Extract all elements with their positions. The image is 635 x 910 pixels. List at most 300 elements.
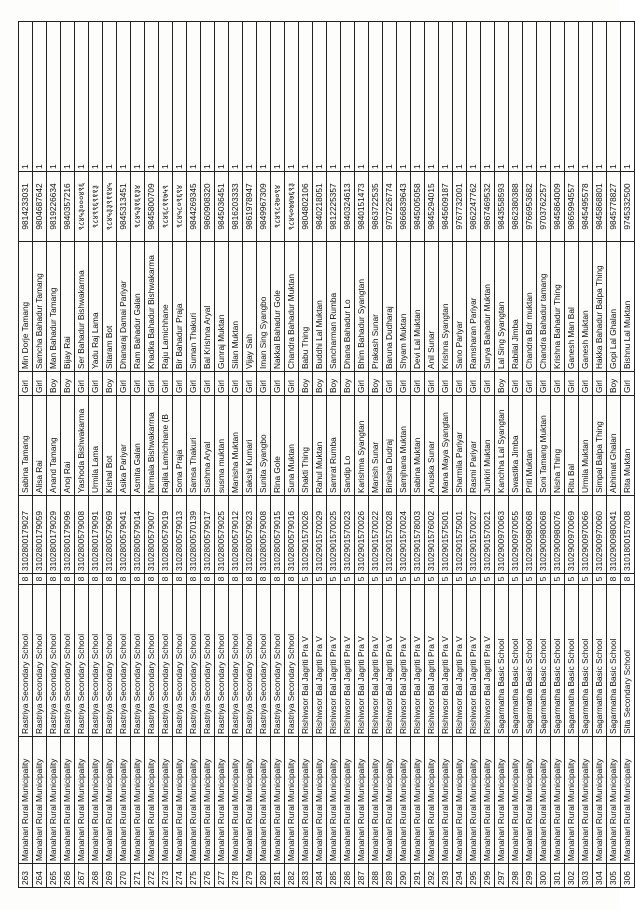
cell-gender: Boy — [299, 372, 313, 396]
cell-grade: 5 — [397, 574, 411, 585]
cell-count: 1 — [117, 22, 131, 172]
cell-sn: 306 — [621, 864, 635, 888]
cell-reg-no: 3102800579008 — [75, 496, 89, 574]
cell-phone: 9804802106 — [299, 172, 313, 242]
cell-reg-no: 3102800179059 — [33, 496, 47, 574]
cell-reg-no: 3102900970060 — [593, 496, 607, 574]
cell-reg-no: 3102800579014 — [131, 496, 145, 574]
cell-municipality: Manahari Rural Municipality — [551, 737, 565, 864]
cell-grade: 5 — [355, 574, 369, 585]
cell-student: Sabina Muktan — [411, 396, 425, 496]
cell-parent: Dhana Bahadur Lo — [341, 242, 355, 372]
table-row — [61, 22, 75, 888]
cell-municipality: Manahari Rural Municipality — [565, 737, 579, 864]
cell-municipality: Manahari Rural Municipality — [495, 737, 509, 864]
cell-reg-no: 3102901576002 — [425, 496, 439, 574]
cell-phone: ९८४५८०९६९४ — [173, 172, 187, 242]
table-row — [593, 22, 607, 888]
cell-sn: 299 — [523, 864, 537, 888]
cell-gender: Girl — [229, 372, 243, 396]
cell-municipality: Manahari Rural Municipality — [271, 737, 285, 864]
cell-count: 1 — [47, 22, 61, 172]
cell-phone: 9819226634 — [47, 172, 61, 242]
cell-school: Rishiwsor Bal Jagriti Pra V — [299, 585, 313, 737]
cell-grade: 5 — [467, 574, 481, 585]
cell-sn: 297 — [495, 864, 509, 888]
table-row — [439, 22, 453, 888]
cell-student: Rina Gole — [271, 396, 285, 496]
cell-reg-no: 3102900970066 — [579, 496, 593, 574]
cell-grade: 5 — [411, 574, 425, 585]
cell-parent: Vijay Sah — [243, 242, 257, 372]
cell-gender: Girl — [75, 372, 89, 396]
cell-parent: Anil Sunar — [425, 242, 439, 372]
cell-count: 1 — [173, 22, 187, 172]
cell-school: Rastriya Secondary School — [229, 585, 243, 737]
table-row — [495, 22, 509, 888]
cell-sn: 294 — [453, 864, 467, 888]
cell-parent: Suman Thakuri — [187, 242, 201, 372]
cell-phone: ९८४५०७४७६९३ — [285, 172, 299, 242]
cell-count: 1 — [453, 22, 467, 172]
cell-sn: 291 — [411, 864, 425, 888]
cell-parent: Rabilal Jimba — [509, 242, 523, 372]
cell-count: 1 — [229, 22, 243, 172]
table-row — [299, 22, 313, 888]
cell-reg-no: 3102901570025 — [327, 496, 341, 574]
cell-parent: Samcha Bahadur Tamang — [33, 242, 47, 372]
cell-phone: 9865994557 — [565, 172, 579, 242]
cell-school: Rastriya Secondary School — [47, 585, 61, 737]
cell-parent: Devi Lal Muktan — [411, 242, 425, 372]
cell-phone: 9816203333 — [229, 172, 243, 242]
cell-gender: Boy — [327, 372, 341, 396]
cell-student: Anoj Rai — [61, 396, 75, 496]
cell-student: Ritu Bal — [565, 396, 579, 496]
table-row — [89, 22, 103, 888]
cell-reg-no: 3102900970063 — [495, 496, 509, 574]
cell-gender: Girl — [285, 372, 299, 396]
cell-phone: 9861978947 — [243, 172, 257, 242]
cell-student: Soma Praja — [173, 396, 187, 496]
cell-sn: 268 — [89, 864, 103, 888]
cell-count: 1 — [425, 22, 439, 172]
cell-phone: 9866839643 — [397, 172, 411, 242]
cell-municipality: Manahari Rural Municipality — [201, 737, 215, 864]
cell-grade: 5 — [299, 574, 313, 585]
cell-gender: Girl — [523, 372, 537, 396]
cell-parent: Yadu Raj Lama — [89, 242, 103, 372]
cell-school: Rastriya Secondary School — [131, 585, 145, 737]
table-row — [47, 22, 61, 888]
cell-parent: Silan Muktan — [229, 242, 243, 372]
cell-municipality: Manahari Rural Municipality — [299, 737, 313, 864]
cell-sn: 271 — [131, 864, 145, 888]
cell-parent: Nakkal Bahadur Gole — [271, 242, 285, 372]
cell-reg-no: 3102900970069 — [565, 496, 579, 574]
cell-count: 1 — [33, 22, 47, 172]
cell-gender: Boy — [61, 372, 75, 396]
cell-count: 1 — [145, 22, 159, 172]
cell-school: Rishiwsor Bal Jagriti Pra V — [327, 585, 341, 737]
cell-phone: 9707226774 — [383, 172, 397, 242]
cell-phone: 9840218051 — [313, 172, 327, 242]
cell-reg-no: 3102901570027 — [467, 496, 481, 574]
cell-grade: 5 — [509, 574, 523, 585]
cell-school: Rishiwsor Bal Jagriti Pra V — [397, 585, 411, 737]
table-row — [229, 22, 243, 888]
cell-school: Rishiwsor Bal Jagriti Pra V — [383, 585, 397, 737]
cell-parent: Bishnu Lal Muktan — [621, 242, 635, 372]
cell-school: Sagarmatha Basic School — [565, 585, 579, 737]
cell-parent: Ser Bahadur Bishwakarma — [75, 242, 89, 372]
cell-student: Samrat Rumba — [327, 396, 341, 496]
cell-school: Rishiwsor Bal Jagriti Pra V — [341, 585, 355, 737]
cell-grade: 5 — [481, 574, 495, 585]
cell-parent: Ram Bahadur Galan — [131, 242, 145, 372]
cell-parent: Babu Thing — [299, 242, 313, 372]
cell-phone: 9845864009 — [551, 172, 565, 242]
cell-sn: 292 — [425, 864, 439, 888]
cell-parent: Dhanaraj Damai Pariyar — [117, 242, 131, 372]
cell-gender: Girl — [621, 372, 635, 396]
cell-gender: Girl — [131, 372, 145, 396]
cell-gender: Girl — [509, 372, 523, 396]
cell-school: Rastriya Secondary School — [271, 585, 285, 737]
cell-gender: Girl — [383, 372, 397, 396]
cell-parent: Buddhi Lal Muktan — [313, 242, 327, 372]
cell-student: Sabina Tamang — [19, 396, 33, 496]
cell-school: Sagarmatha Basic School — [537, 585, 551, 737]
cell-phone: 9845868801 — [593, 172, 607, 242]
cell-grade: 5 — [383, 574, 397, 585]
table-row — [201, 22, 215, 888]
cell-grade: 5 — [565, 574, 579, 585]
cell-school: Rishiwsor Bal Jagriti Pra V — [425, 585, 439, 737]
cell-student: Priti Muktan — [523, 396, 537, 496]
table-row — [327, 22, 341, 888]
cell-gender: Girl — [579, 372, 593, 396]
cell-sn: 275 — [187, 864, 201, 888]
cell-gender: Boy — [103, 372, 117, 396]
cell-gender: Girl — [411, 372, 425, 396]
cell-student: Anuska Sunar — [425, 396, 439, 496]
cell-municipality: Manahari Rural Municipality — [285, 737, 299, 864]
rotated-table-wrapper — [18, 22, 633, 888]
cell-grade: 5 — [425, 574, 439, 585]
cell-count: 1 — [523, 22, 537, 172]
cell-student: Sakshi Kumari — [243, 396, 257, 496]
cell-sn: 263 — [19, 864, 33, 888]
cell-count: 1 — [383, 22, 397, 172]
cell-count: 1 — [327, 22, 341, 172]
cell-student: Nirmala Bishwakarma — [145, 396, 159, 496]
cell-municipality: Manahari Rural Municipality — [19, 737, 33, 864]
cell-parent: Baruna Dudharaj — [383, 242, 397, 372]
cell-parent: Iman Sing Syangbo — [257, 242, 271, 372]
cell-phone: ९८४५३३९११४५ — [103, 172, 117, 242]
cell-municipality: Manahari Rural Municipality — [537, 737, 551, 864]
cell-municipality: Manahari Rural Municipality — [621, 737, 635, 864]
cell-phone: 9845036451 — [215, 172, 229, 242]
cell-municipality: Manahari Rural Municipality — [411, 737, 425, 864]
cell-sn: 295 — [467, 864, 481, 888]
cell-count: 1 — [215, 22, 229, 172]
cell-gender: Girl — [593, 372, 607, 396]
cell-sn: 288 — [369, 864, 383, 888]
cell-gender: Girl — [537, 372, 551, 396]
table-row — [481, 22, 495, 888]
cell-student: Swastika Jimba — [509, 396, 523, 496]
cell-grade: 8 — [607, 574, 621, 585]
cell-sn: 296 — [481, 864, 495, 888]
cell-grade: 8 — [229, 574, 243, 585]
cell-parent: Bhim Bahadur Syangtan — [355, 242, 369, 372]
table-row — [369, 22, 383, 888]
cell-parent: Man Bahadur Tamang — [47, 242, 61, 372]
cell-school: Sagarmatha Basic School — [495, 585, 509, 737]
cell-municipality: Manahari Rural Municipality — [145, 737, 159, 864]
cell-reg-no: 3102800579069 — [103, 496, 117, 574]
cell-municipality: Manahari Rural Municipality — [61, 737, 75, 864]
cell-count: 1 — [551, 22, 565, 172]
table-row — [33, 22, 47, 888]
cell-phone: ९८४६८११७५९ — [159, 172, 173, 242]
cell-student: Samjhana Muktan — [397, 396, 411, 496]
cell-count: 1 — [313, 22, 327, 172]
cell-count: 1 — [495, 22, 509, 172]
cell-gender: Girl — [439, 372, 453, 396]
cell-sn: 304 — [593, 864, 607, 888]
cell-count: 1 — [397, 22, 411, 172]
cell-gender: Girl — [355, 372, 369, 396]
cell-count: 1 — [285, 22, 299, 172]
cell-count: 1 — [467, 22, 481, 172]
cell-gender: Girl — [19, 372, 33, 396]
cell-school: Rastriya Secondary School — [19, 585, 33, 737]
cell-student: Suna Muktan — [285, 396, 299, 496]
cell-grade: 8 — [89, 574, 103, 585]
cell-parent: Sano Pariyar — [453, 242, 467, 372]
cell-municipality: Manahari Rural Municipality — [33, 737, 47, 864]
cell-gender: Boy — [47, 372, 61, 396]
cell-sn: 274 — [173, 864, 187, 888]
cell-phone: 9840357216 — [61, 172, 75, 242]
cell-grade: 8 — [215, 574, 229, 585]
cell-municipality: Manahari Rural Municipality — [341, 737, 355, 864]
cell-sn: 298 — [509, 864, 523, 888]
cell-school: Rastriya Secondary School — [33, 585, 47, 737]
cell-count: 1 — [355, 22, 369, 172]
cell-student: Rahul Muktan — [313, 396, 327, 496]
cell-gender: Girl — [243, 372, 257, 396]
cell-parent: Chandra Bahadur tamang — [537, 242, 551, 372]
cell-student: Anand Tamang — [47, 396, 61, 496]
cell-parent: Khadka Bahadur Bishwakarma — [145, 242, 159, 372]
cell-sn: 276 — [201, 864, 215, 888]
cell-parent: Ganesh Muktan — [579, 242, 593, 372]
cell-grade: 5 — [453, 574, 467, 585]
cell-parent: Gunraj Muktan — [215, 242, 229, 372]
table-row — [313, 22, 327, 888]
cell-reg-no: 3102800579019 — [159, 496, 173, 574]
cell-municipality: Manahari Rural Municipality — [243, 737, 257, 864]
cell-parent: Chandra Bahadur Muktan — [285, 242, 299, 372]
cell-school: Rastriya Secondary School — [173, 585, 187, 737]
cell-parent: Shyam Muktan — [397, 242, 411, 372]
cell-school: Rishiwsor Bal Jagriti Pra V — [411, 585, 425, 737]
cell-count: 1 — [341, 22, 355, 172]
cell-grade: 5 — [495, 574, 509, 585]
cell-count: 1 — [509, 22, 523, 172]
table-row — [425, 22, 439, 888]
cell-municipality: Manahari Rural Municipality — [425, 737, 439, 864]
cell-school: Sagarmatha Basic School — [579, 585, 593, 737]
cell-phone: 9767732001 — [453, 172, 467, 242]
cell-phone: 9840151473 — [355, 172, 369, 242]
cell-phone: 9862380388 — [509, 172, 523, 242]
cell-gender: Girl — [201, 372, 215, 396]
cell-grade: 5 — [523, 574, 537, 585]
cell-school: Rishiwsor Bal Jagriti Pra V — [369, 585, 383, 737]
cell-phone: 9814233031 — [19, 172, 33, 242]
cell-sn: 287 — [355, 864, 369, 888]
cell-school: Rastriya Secondary School — [257, 585, 271, 737]
cell-municipality: Manahari Rural Municipality — [47, 737, 61, 864]
table-row — [173, 22, 187, 888]
table-row — [285, 22, 299, 888]
cell-municipality: Manahari Rural Municipality — [229, 737, 243, 864]
cell-gender: Girl — [453, 372, 467, 396]
cell-reg-no: 3102800579041 — [117, 496, 131, 574]
cell-count: 1 — [593, 22, 607, 172]
cell-school: Rastriya Secondary School — [215, 585, 229, 737]
cell-reg-no: 3102800179027 — [19, 496, 33, 574]
cell-sn: 303 — [579, 864, 593, 888]
cell-phone: 9845800709 — [145, 172, 159, 242]
cell-phone: 9812225357 — [327, 172, 341, 242]
cell-count: 1 — [187, 22, 201, 172]
cell-gender: Girl — [33, 372, 47, 396]
cell-municipality: Manahari Rural Municipality — [369, 737, 383, 864]
cell-school: Sagarmatha Basic School — [593, 585, 607, 737]
cell-student: Kanchha Lal Syangtan — [495, 396, 509, 496]
cell-count: 1 — [19, 22, 33, 172]
cell-school: Rishiwsor Bal Jagriti Pra V — [439, 585, 453, 737]
cell-grade: 8 — [75, 574, 89, 585]
cell-sn: 277 — [215, 864, 229, 888]
cell-municipality: Manahari Rural Municipality — [187, 737, 201, 864]
cell-parent: Gopi Lal Ghalan — [607, 242, 621, 372]
cell-phone: 9745332500 — [621, 172, 635, 242]
cell-count: 1 — [369, 22, 383, 172]
cell-gender: Girl — [145, 372, 159, 396]
cell-grade: 8 — [117, 574, 131, 585]
cell-sn: 265 — [47, 864, 61, 888]
cell-school: Sagarmatha Basic School — [607, 585, 621, 737]
cell-gender: Girl — [467, 372, 481, 396]
cell-municipality: Manahari Rural Municipality — [523, 737, 537, 864]
cell-school: Sagarmatha Basic School — [551, 585, 565, 737]
cell-municipality: Manahari Rural Municipality — [579, 737, 593, 864]
cell-count: 1 — [201, 22, 215, 172]
student-list-table — [18, 21, 635, 888]
cell-sn: 280 — [257, 864, 271, 888]
cell-municipality: Manahari Rural Municipality — [89, 737, 103, 864]
cell-grade: 5 — [313, 574, 327, 585]
cell-school: Sita Secondary School — [621, 585, 635, 737]
table-row — [341, 22, 355, 888]
cell-parent: Krishna Syangtan — [439, 242, 453, 372]
table-row — [117, 22, 131, 888]
cell-gender: Girl — [89, 372, 103, 396]
cell-student: Yashoda Bishwakarma — [75, 396, 89, 496]
cell-phone: ९८४५३१६१३४ — [131, 172, 145, 242]
cell-reg-no: 3102800579013 — [173, 496, 187, 574]
cell-reg-no: 3102901578003 — [411, 496, 425, 574]
cell-municipality: Manahari Rural Municipality — [257, 737, 271, 864]
cell-student: Shakti Thing — [299, 396, 313, 496]
cell-phone: 9845294015 — [425, 172, 439, 242]
cell-reg-no: 3102800179029 — [47, 496, 61, 574]
cell-phone: 9845313451 — [117, 172, 131, 242]
table-row — [607, 22, 621, 888]
cell-sn: 305 — [607, 864, 621, 888]
table-row — [621, 22, 635, 888]
cell-phone: 9845609187 — [439, 172, 453, 242]
table-row — [355, 22, 369, 888]
cell-count: 1 — [565, 22, 579, 172]
cell-phone: 9843558593 — [495, 172, 509, 242]
cell-school: Rastriya Secondary School — [145, 585, 159, 737]
cell-grade: 8 — [47, 574, 61, 585]
cell-grade: 8 — [173, 574, 187, 585]
cell-phone: 9844269345 — [187, 172, 201, 242]
table-row — [509, 22, 523, 888]
table-row — [271, 22, 285, 888]
cell-phone: 9849967309 — [257, 172, 271, 242]
cell-reg-no: 3102800570139 — [187, 496, 201, 574]
cell-school: Rastriya Secondary School — [89, 585, 103, 737]
cell-sn: 290 — [397, 864, 411, 888]
cell-gender: Girl — [173, 372, 187, 396]
cell-student: Sandip Lo — [341, 396, 355, 496]
table-row — [565, 22, 579, 888]
cell-school: Rishiwsor Bal Jagriti Pra V — [313, 585, 327, 737]
cell-municipality: Manahari Rural Municipality — [439, 737, 453, 864]
table-row — [187, 22, 201, 888]
cell-student: Sharmila Pariyar — [453, 396, 467, 496]
table-row — [19, 22, 33, 888]
cell-school: Rishiwsor Bal Jagriti Pra V — [453, 585, 467, 737]
cell-gender: Girl — [397, 372, 411, 396]
cell-municipality: Manahari Rural Municipality — [173, 737, 187, 864]
cell-sn: 300 — [537, 864, 551, 888]
cell-student: Rajila Lamichhane (B — [159, 396, 173, 496]
cell-gender: Boy — [495, 372, 509, 396]
cell-sn: 266 — [61, 864, 75, 888]
table-row — [467, 22, 481, 888]
cell-grade: 5 — [439, 574, 453, 585]
cell-reg-no: 3102901575001 — [439, 496, 453, 574]
cell-sn: 283 — [299, 864, 313, 888]
cell-grade: 5 — [341, 574, 355, 585]
cell-reg-no: 3102900980076 — [551, 496, 565, 574]
cell-grade: 8 — [285, 574, 299, 585]
cell-sn: 270 — [117, 864, 131, 888]
cell-count: 1 — [299, 22, 313, 172]
cell-grade: 5 — [579, 574, 593, 585]
